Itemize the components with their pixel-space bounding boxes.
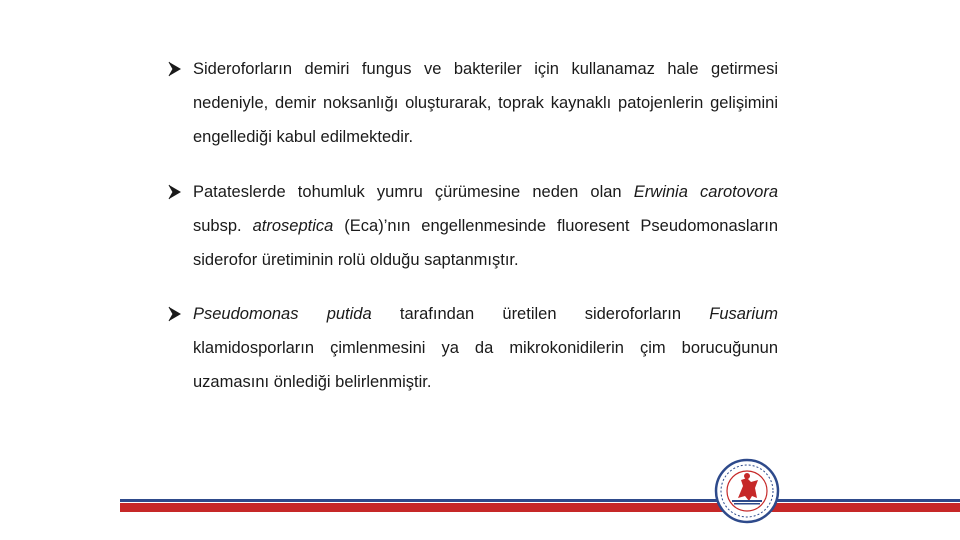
- university-seal-logo: [714, 458, 780, 524]
- bullet-item: [168, 52, 778, 154]
- italic-term: Pseudomonas putida: [193, 305, 372, 323]
- bullet-item: [168, 175, 778, 277]
- text-segment: (Eca)’nın engellenmesinde fluoresent Pseudomonasların siderofor üretiminin rolü olduğu saptanmıştır.: [193, 217, 779, 269]
- bullet-text: [193, 60, 778, 146]
- italic-term: Fusarium: [709, 305, 778, 323]
- arrow-bullet-icon: [168, 306, 182, 322]
- bullet-item: [168, 297, 778, 399]
- italic-term: Erwinia carotovora: [633, 183, 778, 201]
- bullet-text: [193, 305, 778, 391]
- footer-bar-red: [120, 503, 960, 512]
- text-segment: Patateslerde tohumluk yumru çürümesine neden olan: [193, 183, 634, 201]
- text-segment: Sideroforların demiri fungus ve bakteriler için kullanamaz hale getirmesi nedeniyle, demir noksanlığı oluşturarak, toprak kaynaklı patojenlerin gelişimini engellediği kabul edilmektedir.: [193, 60, 778, 146]
- text-segment: subsp.: [193, 217, 253, 235]
- italic-term: atroseptica: [252, 217, 334, 235]
- arrow-bullet-icon: [168, 184, 182, 200]
- text-segment: klamidosporların çimlenmesini ya da mikrokonidilerin çim borucuğunun uzamasını önlediği belirlenmiştir.: [193, 339, 778, 391]
- arrow-bullet-icon: [168, 61, 182, 77]
- bullet-list: [168, 52, 778, 420]
- bullet-text: [193, 183, 778, 269]
- footer-bar-blue: [120, 499, 960, 502]
- text-segment: tarafından üretilen sideroforların: [371, 305, 710, 323]
